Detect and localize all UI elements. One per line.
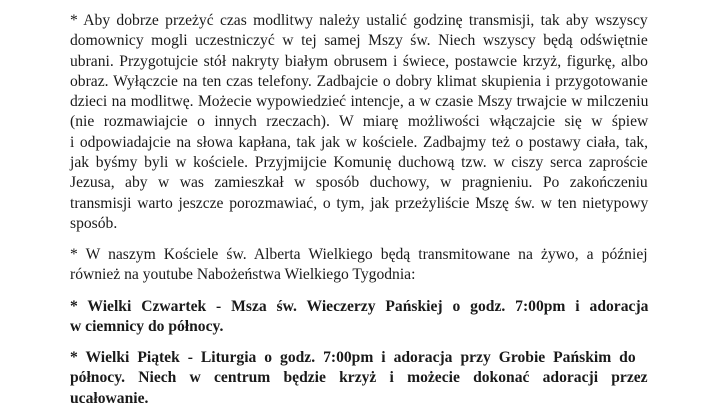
text-line: jak byśmy byli w kościele. Przyjmijcie Komunię duchową tzw. w ciszy serca zaproście — [70, 154, 648, 172]
text-line: (nie rozmawiajcie o innych rzeczach). W miarę możliwości włączajcie się w śpiew — [70, 113, 649, 131]
paragraph-broadcast-info — [70, 245, 648, 286]
text-line: * Aby dobrze przeżyć czas modlitwy należy ustalić godzinę transmisji, tak aby wszyscy — [70, 12, 648, 29]
text-line: Jezusa, aby w was zamieszkał w sposób duchowy, w pragnieniu. Po zakończeniu — [70, 174, 648, 192]
text-line: w ciemnicy do północy. — [70, 318, 224, 336]
text-line: ubrani. Przygotujcie stół nakryty białym obrusem i świece, postawcie krzyż, figurkę, albo — [70, 52, 648, 70]
text-line: i odpowiadajcie na słowa kapłana, tak jak w kościele. Zadbajmy też o postawy ciała, tak, — [70, 133, 649, 151]
text-line: ucałowanie. — [70, 389, 149, 407]
text-line: * Wielki Piątek - Liturgia o godz. 7:00pm i adoracja przy Grobie Pańskim do — [70, 349, 636, 366]
text-line: transmisji warto jeszcze porozmawiać, o tym, jak przeżyliście Mszę św. w ten nietypowy — [70, 194, 649, 212]
text-line: domownicy mogli uczestniczyć w tej samej Mszy św. Niech wszyscy będą odświętnie — [70, 32, 648, 50]
text-line: dzieci na modlitwę. Możecie wypowiedzieć intencje, a w czasie Mszy trwajcie w milczeniu — [70, 93, 649, 111]
text-line: * Wielki Czwartek - Msza św. Wieczerzy Pańskiej o godz. 7:00pm i adoracja — [70, 298, 649, 315]
text-line: * W naszym Kościele św. Alberta Wielkiego będą transmitowane na żywo, a później — [70, 246, 648, 263]
text-line: obraz. Wyłączcie na ten czas telefony. Zadbajcie o dobry klimat skupienia i przygotowanie — [70, 72, 648, 90]
paragraph-holy-thursday — [70, 297, 648, 338]
text-line: północy. Niech w centrum będzie krzyż i możecie dokonać adoracji przez — [70, 369, 648, 387]
text-line: sposób. — [70, 214, 118, 232]
text-line: również na youtube Nabożeństwa Wielkiego Tygodnia: — [70, 266, 416, 284]
paragraph-home-mass-instructions — [70, 11, 648, 234]
